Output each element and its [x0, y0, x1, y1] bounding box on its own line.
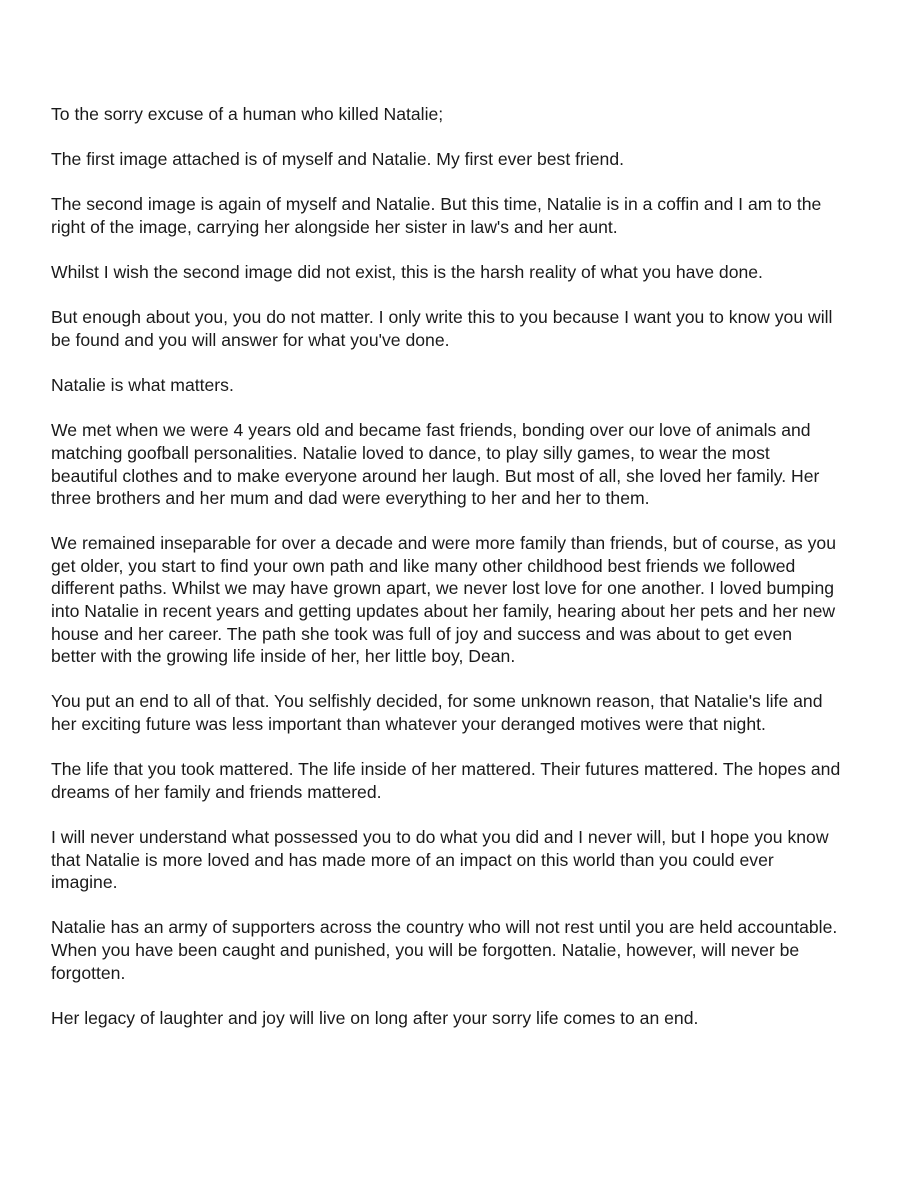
letter-paragraph: We met when we were 4 years old and became fast friends, bonding over our love of animals and matching goofball personalities. Natalie loved to dance, to play silly games, to wear the most beautiful clothes and to make everyone around her laugh. But most of all, she loved her family. Her three brothers and her mum and dad were everything to her and her to them. — [51, 420, 820, 509]
letter-paragraph: The first image attached is of myself and Natalie. My first ever best friend. — [51, 149, 625, 170]
letter-paragraph: The life that you took mattered. The life inside of her mattered. Their futures mattered. The hopes and dreams of her family and friends mattered. — [51, 759, 841, 802]
letter-paragraph: You put an end to all of that. You selfishly decided, for some unknown reason, that Natalie's life and her exciting future was less important than whatever your deranged motives were that night. — [51, 691, 823, 735]
letter-paragraph: The second image is again of myself and Natalie. But this time, Natalie is in a coffin and I am to the right of the image, carrying her alongside her sister in law's and her aunt. — [51, 194, 822, 237]
letter-body — [51, 103, 841, 1029]
letter-paragraph: We remained inseparable for over a decade and were more family than friends, but of course, as you get older, you start to find your own path and like many other childhood best friends we followed different paths. Whilst we may have grown apart, we never lost love for one another. I loved bumping into Natalie in recent years and getting updates about her family, hearing about her pets and her new house and her career. The path she took was full of joy and success and was about to get even better with the growing life inside of her, her little boy, Dean. — [51, 533, 836, 667]
letter-paragraph: Natalie has an army of supporters across the country who will not rest until you are held accountable. When you have been caught and punished, you will be forgotten. Natalie, however, will never be forgotten. — [51, 917, 838, 983]
letter-salutation: To the sorry excuse of a human who killed Natalie; — [51, 104, 444, 124]
letter-paragraph: Whilst I wish the second image did not exist, this is the harsh reality of what you have done. — [51, 262, 763, 283]
letter-paragraph: But enough about you, you do not matter. I only write this to you because I want you to know you will be found and you will answer for what you've done. — [51, 307, 833, 350]
letter-closing: Her legacy of laughter and joy will live on long after your sorry life comes to an end. — [51, 1007, 699, 1028]
letter-paragraph: Natalie is what matters. — [51, 375, 234, 396]
letter-paragraph: I will never understand what possessed you to do what you did and I never will, but I hope you know that Natalie is more loved and has made more of an impact on this world than you could ever imagine. — [51, 827, 829, 893]
